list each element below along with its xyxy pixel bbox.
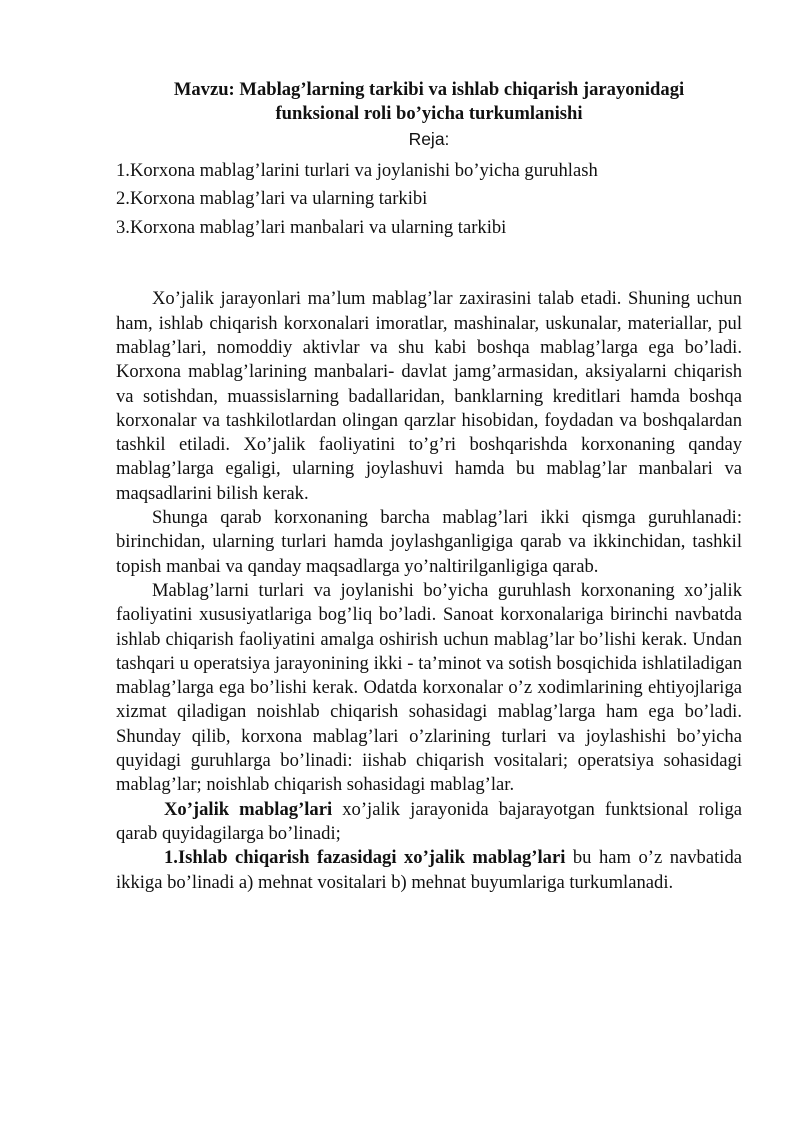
paragraph — [116, 798, 742, 847]
title-line-2: funksional roli bo’yicha turkumlanishi — [275, 103, 583, 125]
paragraph — [116, 287, 742, 506]
paragraph — [116, 579, 742, 798]
paragraph-text: xo’jalik jarayonida bajarayotgan funktsional roliga qarab quyidagilarga bo’linadi; — [116, 798, 742, 844]
document-body — [116, 287, 742, 894]
paragraph — [116, 506, 742, 579]
paragraph-bold-term: 1.Ishlab chiqarish fazasidagi xo’jalik mablag’lari — [164, 847, 566, 869]
paragraph-text: Mablag’larni turlari va joylanishi bo’yicha guruhlash korxonaning xo’jalik faoliyatini xususiyatlariga bog’liq bo’ladi. Sanoat korxonalariga birinchi navbatda ishlab chiqarish faoliyatini amalga oshirish uchun mablag’lar bo’lishi kerak. Undan tashqari u operatsiya jarayonining ikki - ta’minot va sotish bosqichida ishlatiladigan mablag’larga ega bo’lishi kerak. Odatda korxonalar o’z xodimlarining ehtiyojlariga xizmat qiladigan noishlab chiqarish sohasidagi mablag’larga ham ega bo’ladi. Shunday qilib, korxona mablag’lari o’zlarining turlari va joylashishi bo’yicha quyidagi guruhlarga bo’linadi: iishab chiqarish vositalari; operatsiya sohasidagi mablag’lar; noishlab chiqarish sohasidagi mablag’lar. — [116, 579, 742, 796]
plan-heading: Reja: — [408, 128, 450, 149]
paragraph-text: Xo’jalik jarayonlari ma’lum mablag’lar zaxirasini talab etadi. Shuning uchun ham, ishlab chiqarish korxonalari imoratlar, mashinalar, uskunalar, materiallar, pul mablag’lari, nomoddiy aktivlar va shu kabi boshqa mablag’larga ega bo’ladi. Korxona mablag’larining manbalari- davlat jamg’armasidan, aksiyalarni chiqarish va sotishdan, muassislarning badallaridan, banklarning kreditlari hamda boshqa korxonalar va tashkilotlardan olingan qarzlar hisobidan, foydadan va boshqalardan tashkil etiladi. Xo’jalik faoliyatini to’g’ri boshqarishda korxonaning qanday mablag’larga egaligi, ularning joylashuvi hamda bu mablag’lar manbalari va maqsadlarini bilish kerak. — [116, 288, 742, 504]
paragraph-text: bu ham o’z navbatida ikkiga bo’linadi a) mehnat vositalari b) mehnat buyumlariga turkumlanadi. — [116, 847, 742, 893]
paragraph-text: Shunga qarab korxonaning barcha mablag’lari ikki qismga guruhlanadi: birinchidan, ularning turlari hamda joylashganligiga qarab va ikkinchidan, tashkil topish manbai va qanday maqsadlarga yo’naltirilganligiga qarab. — [116, 507, 742, 577]
plan-item: 2.Korxona mablag’lari va ularning tarkibi — [116, 188, 428, 210]
document-page — [116, 78, 742, 895]
plan-item: 1.Korxona mablag’larini turlari va joylanishi bo’yicha guruhlash — [116, 159, 598, 181]
title-line-1: Mavzu: Mablag’larning tarkibi va ishlab chiqarish jarayonidagi — [173, 79, 685, 100]
plan-item: 3.Korxona mablag’lari manbalari va ularning tarkibi — [116, 216, 507, 238]
document-title — [116, 78, 742, 127]
plan-list — [116, 157, 742, 243]
paragraph-bold-term: Xo’jalik mablag’lari — [164, 798, 333, 820]
paragraph — [116, 846, 742, 895]
